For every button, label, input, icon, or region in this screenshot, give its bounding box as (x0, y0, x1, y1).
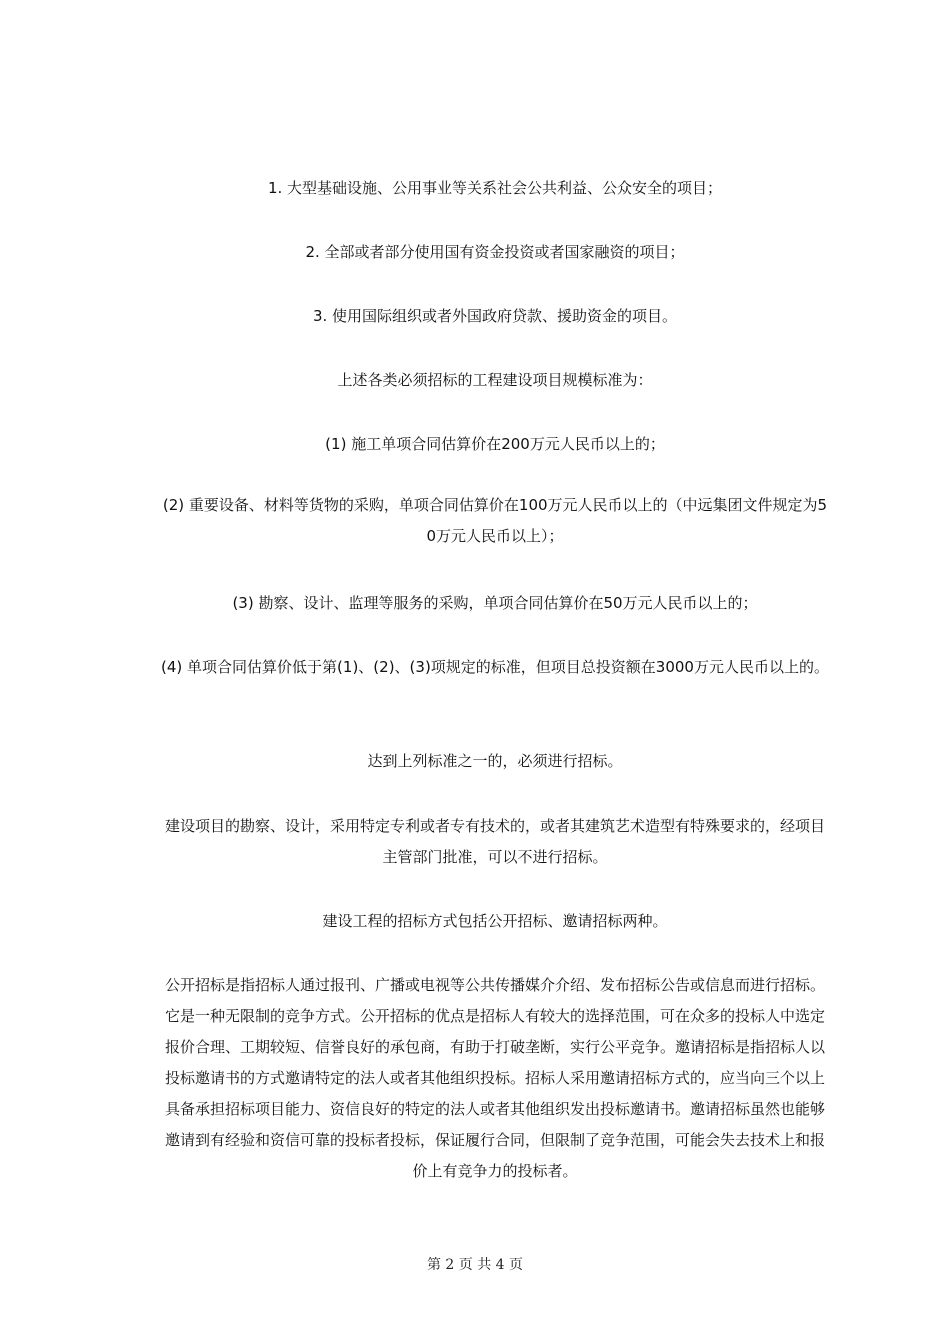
standard-item-1: (1) 施工单项合同估算价在200万元人民币以上的； (325, 435, 665, 453)
exemption-note: 建设项目的勘察、设计，采用特定专利或者专有技术的，或者其建筑艺术造型有特殊要求的，经项目主管部门批准，可以不进行招标。 (164, 817, 825, 866)
list-item-3: 3. 使用国际组织或者外国政府贷款、援助资金的项目。 (312, 307, 678, 325)
bidding-explanation: 公开招标是指招标人通过报刊、广播或电视等公共传播媒介介绍、发布招标公告或信息而进行招标。它是一种无限制的竞争方式。公开招标的优点是招标人有较大的选择范围，可在众多的投标人中选定报价合理、工期较短、信誉良好的承包商，有助于打破垄断，实行公平竞争。邀请招标是指招标人以投标邀请书的方式邀请特定的法人或者其他组织投标。招标人采用邀请招标方式的，应当向三个以上具备承担招标项目能力、资信良好的特定的法人或者其他组织发出投标邀请书。邀请招标虽然也能够邀请到有经验和资信可靠的投标者投标，保证履行合同，但限制了竞争范围，可能会失去技术上和报价上有竞争力的投标者。 (164, 976, 825, 1180)
bidding-methods: 建设工程的招标方式包括公开招标、邀请招标两种。 (322, 912, 668, 930)
standard-item-2: (2) 重要设备、材料等货物的采购，单项合同估算价在100万元人民币以上的（中远集团文件规定为50万元人民币以上）； (162, 496, 828, 545)
requirement-note: 达到上列标准之一的，必须进行招标。 (367, 752, 623, 770)
list-item-2: 2. 全部或者部分使用国有资金投资或者国家融资的项目； (305, 243, 685, 261)
standards-intro: 上述各类必须招标的工程建设项目规模标准为： (337, 371, 653, 389)
standard-item-3: (3) 勘察、设计、监理等服务的采购，单项合同估算价在50万元人民币以上的； (232, 594, 758, 612)
standard-item-4: (4) 单项合同估算价低于第(1)、(2)、(3)项规定的标准，但项目总投资额在3000万元人民币以上的。 (161, 658, 829, 676)
page-number-footer: 第 2 页 共 4 页 (426, 1257, 524, 1273)
list-item-1: 1. 大型基础设施、公用事业等关系社会公共利益、公众安全的项目； (267, 179, 723, 197)
